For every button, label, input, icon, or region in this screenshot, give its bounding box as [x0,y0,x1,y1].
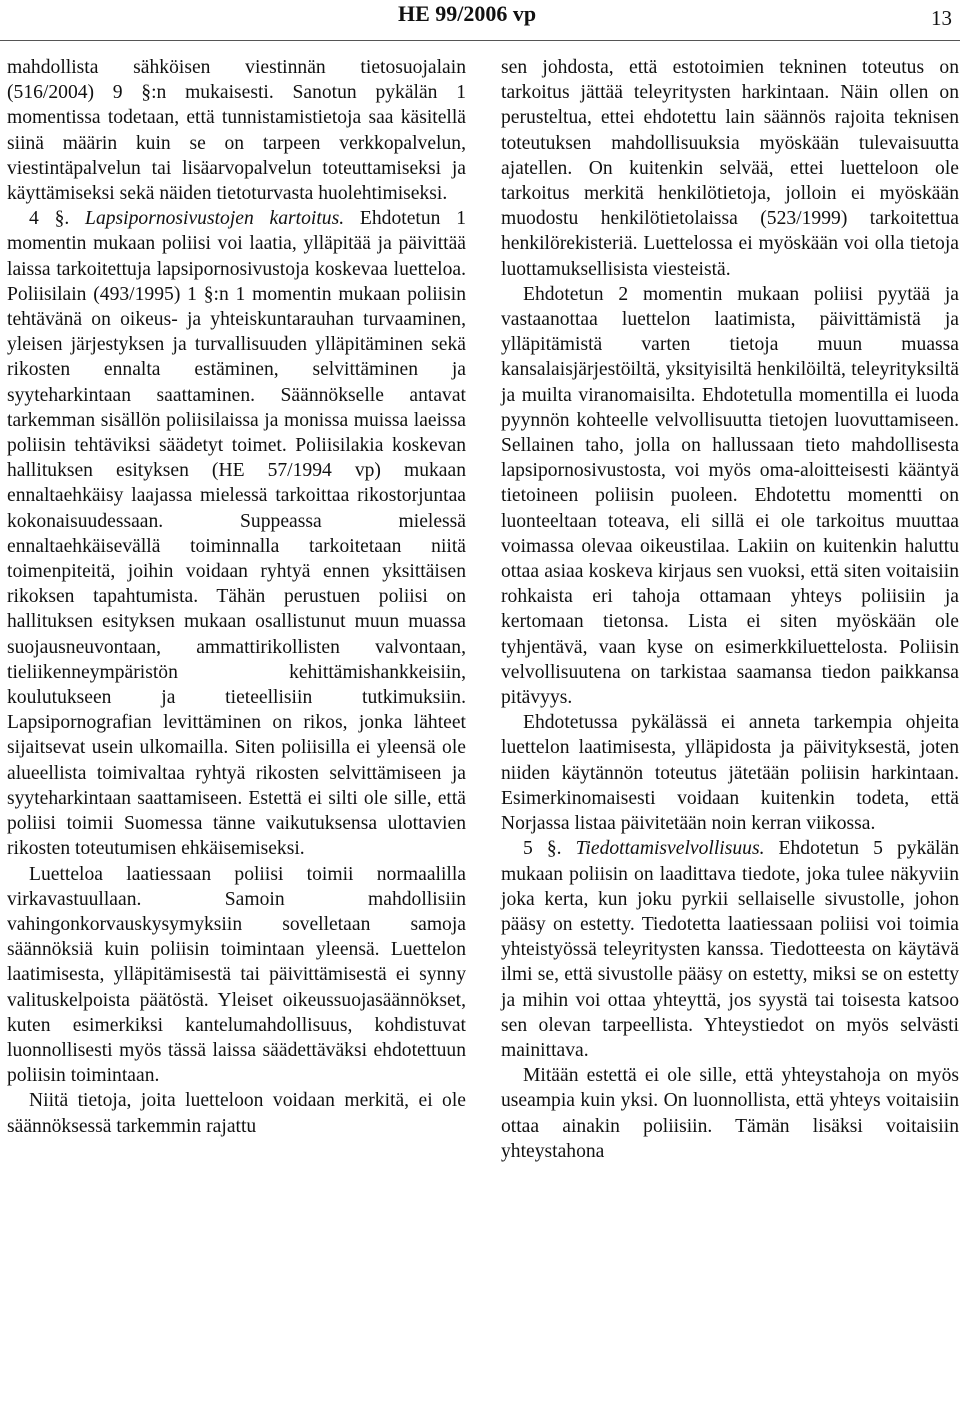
section-text: Ehdotetun 1 momentin mukaan poliisi voi laatia, ylläpitää ja päivittää laissa tarkoitettuja lapsipornosivustoja koskevaa luetteloa. Poliisilain (493/1995) 1 §:n 1 momentin mukaan poliisin tehtävänä on oikeus- ja yhteiskuntarauhan turvaaminen, yleisen järjestyksen ja turvallisuuden ylläpitäminen sekä rikosten ennalta estäminen, selvittäminen ja syyteharkintaan saattaminen. Säännökselle antavat tarkemman sisällön poliisilaissa ja monissa muissa laeissa poliisin tehtäviksi säädetyt toimet. Poliisilakia koskevan hallituksen esityksen (HE 57/1994 vp) mukaan ennaltaehkäisy laajassa mielessä tarkoittaa rikostorjuntaa kokonaisuudessaan. Suppeassa mielessä ennaltaehkäisevällä toiminnalla tarkoitetaan niitä toimenpiteitä, joihin voidaan ryhtyä ennen yksittäisen rikoksen tapahtumista. Tähän perustuen poliisi on hallituksen esityksen mukaan osallistunut muun muassa suojausneuvontaan, ammattirikollisten valvontaan, tieliikenneympäristön kehittämishankkeisiin, koulutukseen ja tieteellisiin tutkimuksiin. Lapsipornografian levittäminen on rikos, jonka lähteet sijaitsevat usein ulkomailla. Siten poliisilla ei yleensä ole alueellista toimivaltaa ryhtyä rikosten selvittämiseen ja syyteharkintaan saattamiseen. Estettä ei silti ole sille, että poliisi toimii Suomessa tänne vaikutuksensa ulottavien rikosten toteutumisen ehkäisemiseksi. [7,208,467,860]
paragraph: mahdollista sähköisen viestinnän tietosuojalain (516/2004) 9 §:n mukaisesti. Sanotun pykälän 1 momentissa todetaan, että tunnistamistietoja saa käsitellä siinä määrin kuin se on tarpeen verkkopalvelun, viestintäpalvelun tai lisäarvopalvelun toteuttamiseksi ja käyttämiseksi sekä näiden tietoturvasta huolehtimiseksi. [7,57,466,205]
right-column [501,55,959,1164]
page-header [0,0,960,41]
section-number: 5 §. [523,838,562,860]
section-title: Tiedottamisvelvollisuus. [575,838,765,860]
paragraph: Ehdotetun 2 momentin mukaan poliisi pyytää ja vastaanottaa luettelon laatimista, päivittämistä ja ylläpitämistä varten tietoja muun muassa kansalaisjärjestöiltä, yksityisiltä henkilöiltä, teleyrityksiltä ja muilta viranomaisilta. Ehdotetulla momentilla ei luoda pyynnön kohteelle velvollisuutta tietojen luovuttamiseen. Sellainen taho, jolla on hallussaan tieto mahdollisesta lapsipornosivustosta, voi myös oma-aloitteisesti kääntyä tietoineen poliisin puoleen. Ehdotettu momentti on luonteeltaan toteava, eli sillä ei ole tarkoitus muuttaa voimassa olevaa oikeustilaa. Lakiin on kuitenkin haluttu ottaa asiaa koskeva kirjaus sen vuoksi, että siten voitaisiin rohkaista eri tahoja ottamaan yhteys poliisiin ja kertomaan tietonsa. Lista ei siten myöskään ole tyhjentävä, vaan kyse on esimerkkiluettelosta. Poliisin velvollisuutena on tarkistaa saamansa tiedon paikkansa pitävyys. [501,283,959,709]
document-title: HE 99/2006 vp [398,1,537,26]
page-number: 13 [931,6,952,30]
paragraph: Luetteloa laatiessaan poliisi toimii normaalilla virkavastuullaan. Samoin mahdollisiin vahingonkorvauskysymyksiin sovelletaan samoja säännöksiä kuin poliisin toimintaan yleensä. Luettelon laatimisesta, ylläpitämisestä tai päivittämisestä ei synny valituskelpoista päätöstä. Yleiset oikeussuojasäännökset, kuten esimerkiksi kantelumahdollisuus, kohdistuvat luonnollisesti myös tässä laissa säädettäväksi ehdotettuun poliisin toimintaan. [7,863,466,1087]
paragraph: Ehdotetussa pykälässä ei anneta tarkempia ohjeita luettelon laatimisesta, ylläpidosta ja päivityksestä, joten niiden käytännön toteutus jätetään poliisin harkintaan. Esimerkinomaisesti voidaan kuitenkin todeta, että Norjassa listaa päivitetään noin kerran viikossa. [501,712,959,835]
section-4-paragraph [7,206,466,861]
section-5-paragraph [501,836,959,1063]
left-column [7,55,466,1139]
paragraph: Mitään estettä ei ole sille, että yhteystahoja on myös useampia kuin yksi. On luonnollista, että yhteys voitaisiin ottaa ainakin poliisiin. Tämän lisäksi voitaisiin yhteystahona [501,1065,959,1162]
section-text: Ehdotetun 5 pykälän mukaan poliisin on laadittava tiedote, joka tulee näkyviin joka kerta, kun joku pyrkii sellaiselle sivustolle, johon pääsy on estetty. Tiedotetta laatiessaan poliisi voi toimia yhteistyössä teleyritysten kanssa. Tiedotteesta on käytävä ilmi se, että sivustolle pääsy on estetty, miksi se on estetty ja mihin voi ottaa yhteyttä, jos syystä tai toisesta katsoo sen olevan tarpeellista. Yhteystiedot on myös selvästi mainittava. [501,838,959,1061]
section-number: 4 §. [29,208,70,230]
paragraph: Niitä tietoja, joita luetteloon voidaan merkitä, ei ole säännöksessä tarkemmin rajattu [7,1090,466,1137]
paragraph: sen johdosta, että estotoimien tekninen toteutus on tarkoitus jättää teleyritysten harkintaan. Näin ollen on perusteltua, ettei ehdotettu lain säännös rajoita teknisen toteutuksen mahdollisuuksia myöskään tulevaisuutta ajatellen. On kuitenkin selvää, ettei luetteloon ole tarkoitus merkitä henkilötietoja, jolloin ei myöskään muodostu henkilötietolaissa (523/1999) tarkoitettua henkilörekisteriä. Luettelossa ei myöskään voi olla tietoja luottamuksellisista viesteistä. [501,57,959,280]
section-title: Lapsipornosivustojen kartoitus. [85,208,345,230]
